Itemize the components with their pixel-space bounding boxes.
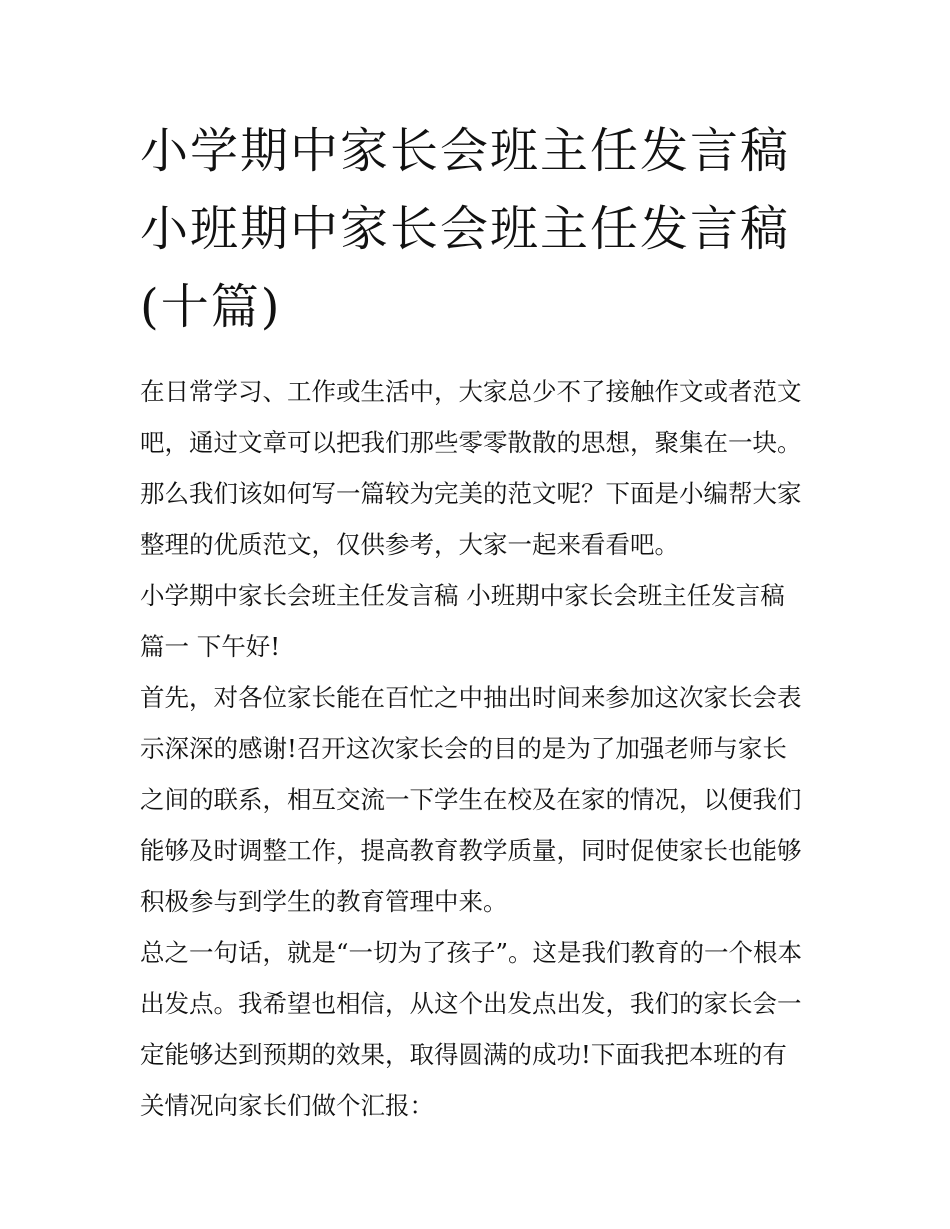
text-line: 篇一 下午好! [140,632,281,661]
body-paragraph [140,927,820,1131]
title-line: (十篇) [140,279,282,335]
text-line: 总之一句话，就是“一切为了孩子”。这是我们教育的一个根本 [140,938,803,967]
title-line: 小学期中家长会班主任发言稿 [140,123,791,179]
intro-paragraph [140,366,820,570]
text-line: 小学期中家长会班主任发言稿 小班期中家长会班主任发言稿 [140,581,785,610]
text-line: 首先，对各位家长能在百忙之中抽出时间来参加这次家长会表 [140,683,802,712]
text-line: 出发点。我希望也相信，从这个出发点出发，我们的家长会一 [140,989,802,1018]
text-line: 积极参与到学生的教育管理中来。 [140,887,508,916]
text-line: 能够及时调整工作，提高教育教学质量，同时促使家长也能够 [140,836,802,865]
text-line: 关情况向家长们做个汇报： [140,1091,434,1120]
section-heading-paragraph [140,570,820,672]
text-line: 吧，通过文章可以把我们那些零零散散的思想，聚集在一块。 [140,428,802,457]
text-line: 在日常学习、工作或生活中，大家总少不了接触作文或者范文 [140,377,802,406]
title-line: 小班期中家长会班主任发言稿 [140,201,791,257]
text-line: 那么我们该如何写一篇较为完美的范文呢？下面是小编帮大家 [140,479,802,508]
document-body [140,366,820,1131]
text-line: 示深深的感谢!召开这次家长会的目的是为了加强老师与家长 [140,734,787,763]
document-content [140,112,820,1131]
text-line: 之间的联系，相互交流一下学生在校及在家的情况，以便我们 [140,785,802,814]
text-line: 定能够达到预期的效果，取得圆满的成功!下面我把本班的有 [140,1040,787,1069]
document-title [140,112,820,346]
text-line: 整理的优质范文，仅供参考，大家一起来看看吧。 [140,530,679,559]
body-paragraph [140,672,820,927]
